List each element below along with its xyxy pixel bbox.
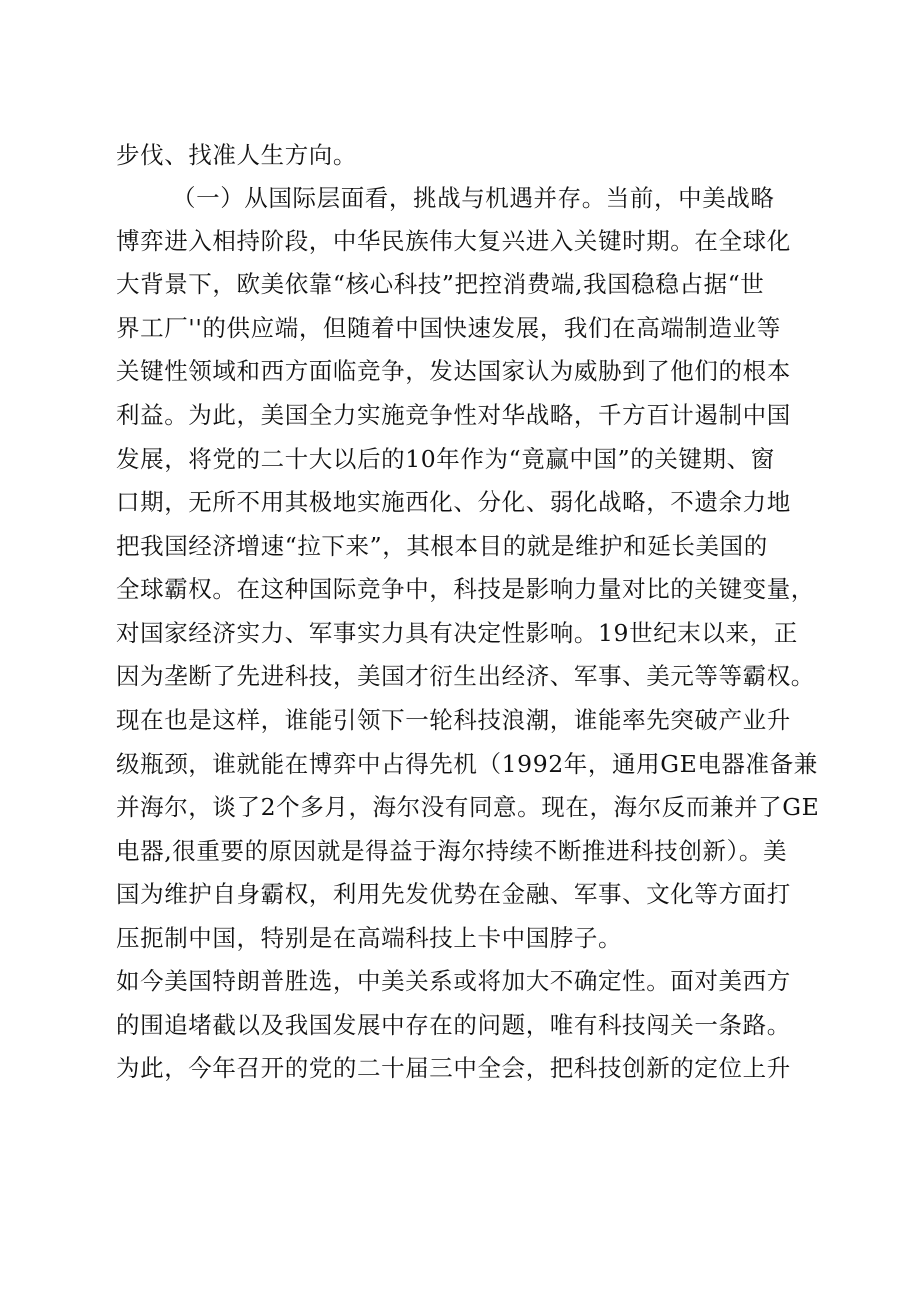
text-line-11: 全球霸权。在这种国际竞争中，科技是影响力量对比的关键变量，: [116, 575, 815, 603]
text-line-8: 发展，将党的二十大以后的10年作为“竟赢中国”的关键期、窗: [116, 445, 775, 473]
text-line-18: 国为维护自身霸权，利用先发优势在金融、军事、文化等方面打: [116, 880, 791, 908]
text-line-13: 因为垄断了先进科技，美国才衍生出经济、军事、美元等等霸权。: [116, 662, 815, 690]
text-line-14: 现在也是这样，谁能引领下一轮科技浪潮，谁能率先突破产业升: [116, 706, 791, 734]
text-line-19: 压扼制中国，特别是在高端科技上卡中国脖子。: [116, 924, 623, 952]
text-line-4: 大背景下，欧美依靠“核心科技”把控消费端,我国稳稳占据“世: [116, 270, 765, 298]
text-line-20: 如今美国特朗普胜选，中美关系或将加大不确定性。面对美西方: [116, 967, 791, 995]
text-line-6: 关键性领域和西方面临竞争，发达国家认为威胁到了他们的根本: [116, 357, 791, 385]
text-line-16: 并海尔，谈了2个多月，海尔没有同意。现在，海尔反而兼并了GE: [116, 793, 820, 821]
text-line-21: 的围追堵截以及我国发展中存在的问题，唯有科技闯关一条路。: [116, 1011, 791, 1039]
text-line-17: 电器,很重要的原因就是得益于海尔持续不断推进科技创新）。美: [116, 837, 788, 865]
text-line-10: 把我国经济增速“拉下来”，其根本目的就是维护和延长美国的: [116, 532, 768, 560]
text-line-9: 口期，无所不用其极地实施西化、分化、弱化战略，不遗余力地: [116, 488, 791, 516]
text-line-12: 对国家经济实力、军事实力具有决定性影响。19世纪末以来，正: [116, 619, 798, 647]
text-line-1: 步伐、找准人生方向。: [116, 141, 357, 169]
text-line-3: 博弈进入相持阶段，中华民族伟大复兴进入关键时期。在全球化: [116, 227, 791, 255]
text-line-7: 利益。为此，美国全力实施竞争性对华战略，千方百计遏制中国: [116, 401, 791, 429]
text-line-2: （一）从国际层面看，挑战与机遇并存。当前，中美战略: [172, 184, 775, 212]
text-line-5: 界工厂''的供应端，但随着中国快速发展，我们在高端制造业等: [116, 314, 781, 342]
text-line-15: 级瓶颈，谁就能在博弈中占得先机（1992年，通用GE电器准备兼: [116, 750, 818, 778]
text-line-22: 为此，今年召开的党的二十届三中全会，把科技创新的定位上升: [116, 1054, 791, 1082]
